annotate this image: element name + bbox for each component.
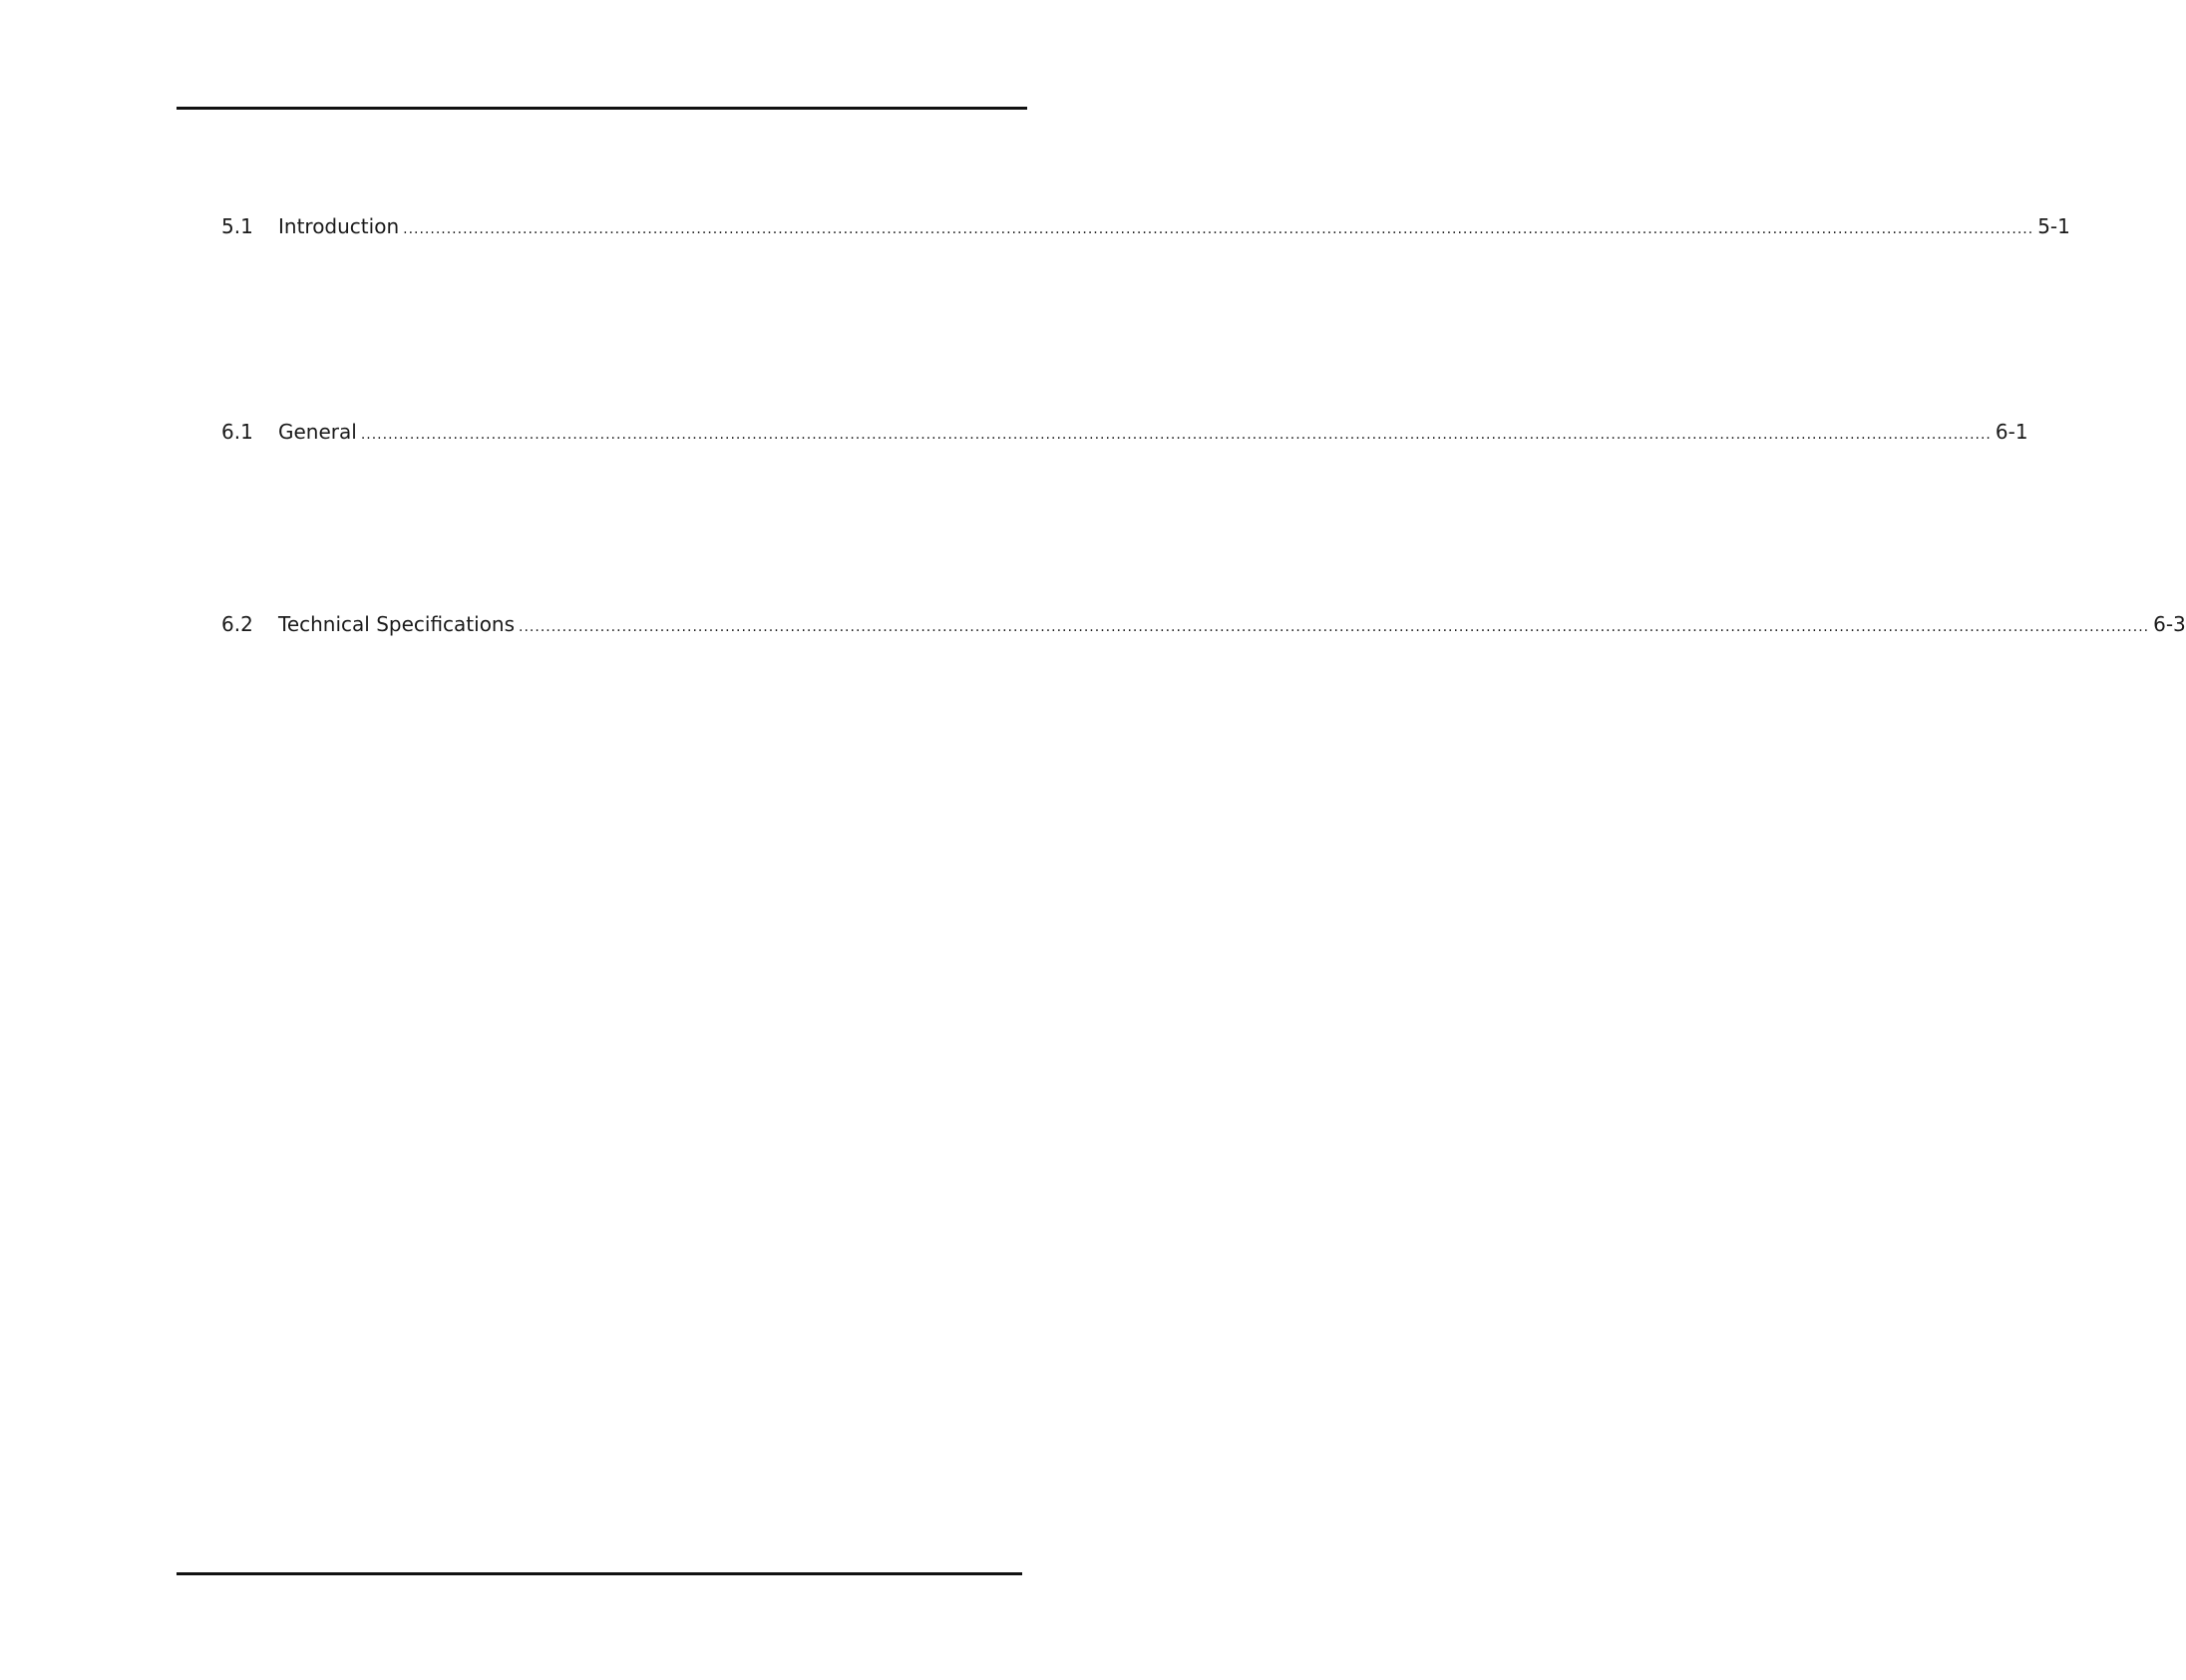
toc-dot-leader: ............................................................................................................................................................................................................................................................................................................ bbox=[403, 221, 2034, 237]
toc-entry-page: 5-1 bbox=[2037, 214, 2070, 238]
toc-dot-leader: ............................................................................................................................................................................................................................................................................................................ bbox=[360, 427, 1992, 443]
toc-entry-general[interactable] bbox=[221, 417, 2028, 447]
toc-entry-technical-specifications[interactable] bbox=[221, 609, 2186, 639]
toc-dot-leader: ............................................................................................................................................................................................................................................................................................................ bbox=[519, 619, 2150, 635]
header-rule bbox=[177, 107, 1027, 110]
toc-entry-title: Introduction bbox=[278, 214, 400, 238]
footer-rule bbox=[177, 1572, 1022, 1575]
toc-entry-page: 6-1 bbox=[1995, 420, 2028, 444]
toc-entry-title: General bbox=[278, 420, 357, 444]
toc-entry-title: Technical Specifications bbox=[278, 612, 516, 636]
toc-entry-introduction[interactable] bbox=[221, 211, 2070, 241]
toc-entry-page: 6-3 bbox=[2153, 612, 2186, 636]
toc-entry-number: 6.1 bbox=[221, 420, 253, 444]
toc-entry-number: 6.2 bbox=[221, 612, 253, 636]
toc-entry-number: 5.1 bbox=[221, 214, 253, 238]
